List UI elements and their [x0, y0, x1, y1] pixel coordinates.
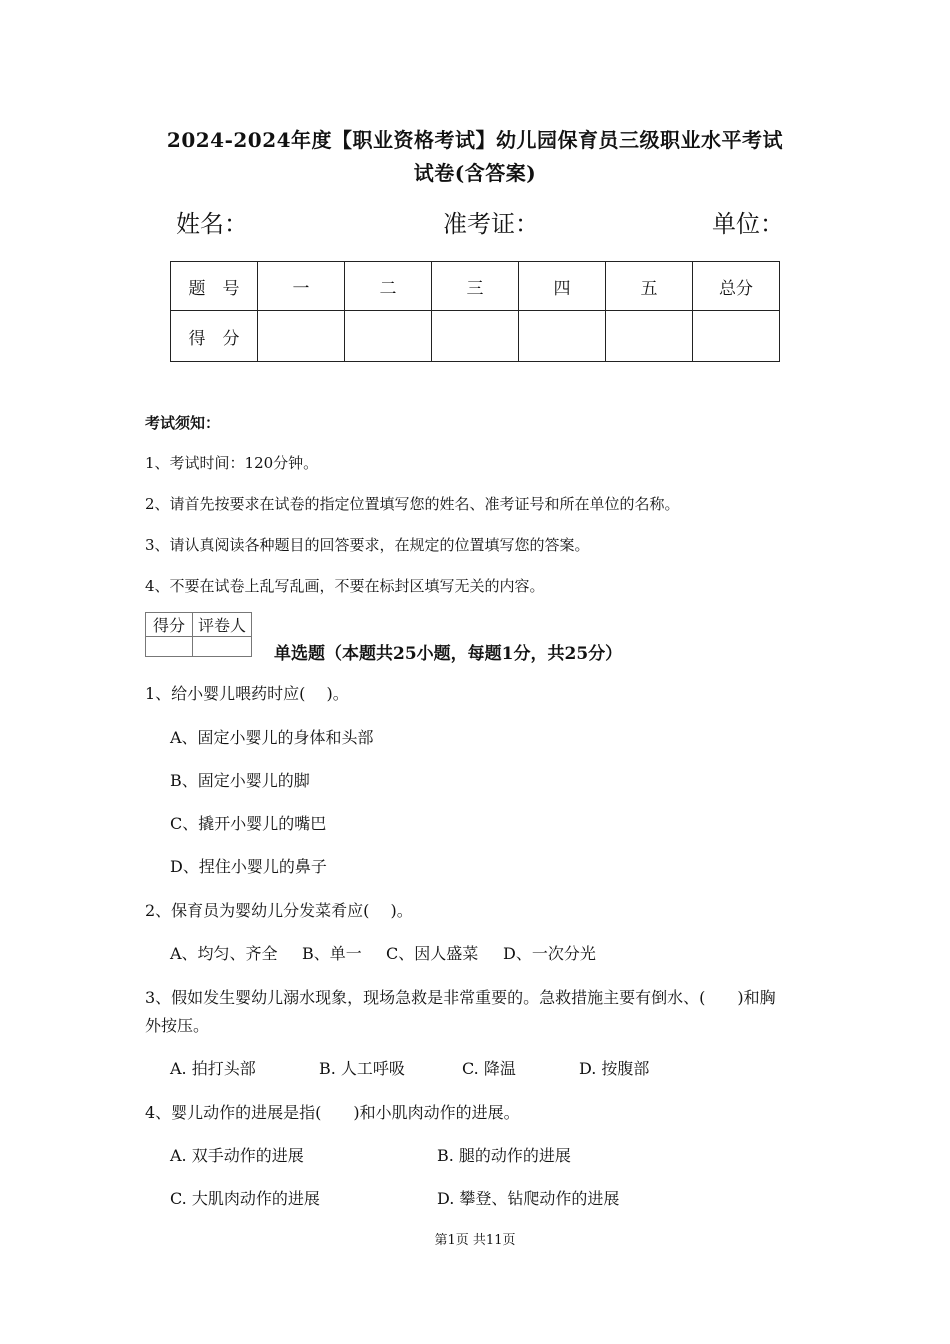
- score-table-col-5: 五: [606, 262, 693, 311]
- score-table-header-row: [171, 262, 780, 311]
- grader-box-grader-label: 评卷人: [193, 613, 252, 637]
- question-3-option-d: D. 按腹部: [579, 1059, 650, 1078]
- section-title: 单选题（本题共25小题，每题1分，共25分）: [274, 644, 623, 664]
- question-2-stem: 2、保育员为婴幼儿分发菜肴应( )。: [145, 901, 413, 920]
- notice-item: 4、不要在试卷上乱写乱画，不要在标封区填写无关的内容。: [145, 577, 545, 595]
- question-4-option-c: C. 大肌肉动作的进展: [170, 1189, 320, 1208]
- question-4-option-a: A. 双手动作的进展: [170, 1146, 304, 1165]
- question-3-stem-line2: 外按压。: [145, 1016, 210, 1035]
- score-table-score-label: 得 分: [171, 311, 258, 362]
- question-1-option-a: A、固定小婴儿的身体和头部: [170, 728, 374, 747]
- question-3-option-b: B. 人工呼吸: [319, 1059, 405, 1078]
- question-4-stem: 4、婴儿动作的进展是指( )和小肌肉动作的进展。: [145, 1103, 520, 1122]
- score-cell[interactable]: [258, 311, 345, 362]
- question-1-option-c: C、撬开小婴儿的嘴巴: [170, 814, 327, 833]
- unit-label: 单位：: [712, 210, 784, 238]
- question-2-option-c: C、因人盛菜: [386, 944, 479, 963]
- grader-box-score-label: 得分: [146, 613, 193, 637]
- grader-box: [145, 612, 252, 657]
- question-2-option-a: A、均匀、齐全: [170, 944, 278, 963]
- name-label: 姓名：: [176, 210, 248, 238]
- score-cell[interactable]: [519, 311, 606, 362]
- score-cell[interactable]: [432, 311, 519, 362]
- score-cell[interactable]: [693, 311, 780, 362]
- score-cell[interactable]: [345, 311, 432, 362]
- question-4-option-d: D. 攀登、钻爬动作的进展: [437, 1189, 620, 1208]
- exam-id-label: 准考证：: [443, 210, 539, 238]
- notice-item: 2、请首先按要求在试卷的指定位置填写您的姓名、准考证号和所在单位的名称。: [145, 495, 680, 513]
- score-table-col-3: 三: [432, 262, 519, 311]
- page-footer: 第1页 共11页: [434, 1233, 516, 1248]
- question-2-option-d: D、一次分光: [503, 944, 596, 963]
- exam-title-line2: 试卷(含答案): [413, 161, 537, 185]
- notice-item: 1、考试时间：120分钟。: [145, 454, 319, 472]
- question-3-option-a: A. 拍打头部: [170, 1059, 256, 1078]
- question-1-option-d: D、捏住小婴儿的鼻子: [170, 857, 327, 876]
- question-4-option-b: B. 腿的动作的进展: [437, 1146, 571, 1165]
- question-3-option-c: C. 降温: [462, 1059, 516, 1078]
- notice-heading: 考试须知：: [145, 414, 221, 432]
- score-table-score-row: [171, 311, 780, 362]
- question-3-stem-line1: 3、假如发生婴幼儿溺水现象，现场急救是非常重要的。急救措施主要有倒水、( )和胸: [145, 988, 776, 1007]
- question-1-option-b: B、固定小婴儿的脚: [170, 771, 310, 790]
- exam-title-line1: 2024-2024年度【职业资格考试】幼儿园保育员三级职业水平考试: [166, 128, 784, 152]
- grader-box-score-cell[interactable]: [146, 637, 193, 657]
- grader-box-grader-cell[interactable]: [193, 637, 252, 657]
- question-1-stem: 1、给小婴儿喂药时应( )。: [145, 684, 349, 703]
- score-table-col-2: 二: [345, 262, 432, 311]
- score-table-col-total: 总分: [693, 262, 780, 311]
- score-table-col-4: 四: [519, 262, 606, 311]
- score-table-col-1: 一: [258, 262, 345, 311]
- notice-item: 3、请认真阅读各种题目的回答要求，在规定的位置填写您的答案。: [145, 536, 590, 554]
- score-table: [170, 261, 780, 362]
- score-cell[interactable]: [606, 311, 693, 362]
- question-2-option-b: B、单一: [302, 944, 362, 963]
- score-table-header-label: 题 号: [171, 262, 258, 311]
